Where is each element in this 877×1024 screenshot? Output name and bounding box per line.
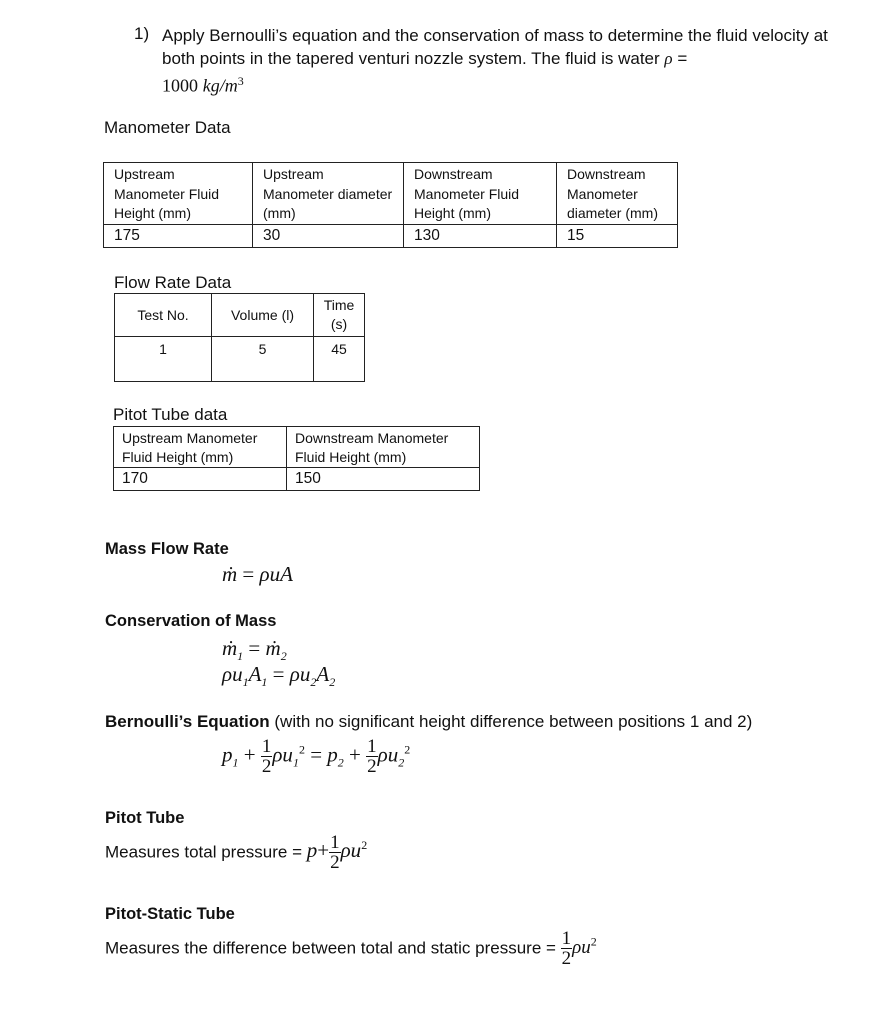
table-header-cell: Downstream Manometer Fluid Height (mm) [287, 427, 480, 468]
pitot-static-equation: $\frac{1}{2}$ $\rho u^2$ [561, 928, 597, 969]
pitot-tube-heading: Pitot Tube [105, 809, 185, 827]
rho-value: 1000 [162, 75, 198, 96]
table-cell: 1 [115, 337, 212, 382]
pitot-tube-equation: p+ $\frac{1}{2}$ $\rho u^2$ [306, 832, 368, 873]
pitot-title: Pitot Tube data [113, 405, 228, 424]
table-row [114, 468, 480, 491]
table-header-cell: Downstream Manometer diameter (mm) [557, 163, 678, 225]
rho-equals: = [677, 49, 688, 68]
flow-rate-title: Flow Rate Data [114, 273, 232, 292]
table-header-cell: Upstream Manometer Fluid Height (mm) [104, 163, 253, 225]
pitot-static-heading: Pitot-Static Tube [105, 905, 235, 923]
fraction-half: $\frac{1}{2}$ [561, 928, 572, 969]
fraction-half: $\frac{1}{2}$ [261, 736, 272, 777]
table-cell: 175 [104, 224, 253, 247]
table-cell: 15 [557, 224, 678, 247]
question-body: Apply Bernoulli’s equation and the conservation of mass to determine the fluid velocity at both points in the tapered venturi nozzle system. The fluid is water [162, 26, 828, 68]
question-number: 1) [134, 24, 150, 43]
table-header-cell: Upstream Manometer diameter (mm) [253, 163, 404, 225]
table-row [115, 337, 365, 382]
conservation-heading: Conservation of Mass [105, 612, 277, 630]
pitot-static-line [105, 929, 597, 968]
conservation-equation-1: $ṁ_1$ = $ṁ_2$ [222, 636, 287, 664]
table-cell: 170 [114, 468, 287, 491]
bernoulli-equation: $p_1$ + $\frac{1}{2}$ $\rho u_1^2 = p_2$ + $\frac{1}{2}$ $\rho u_2^2$ [222, 736, 411, 777]
table-header-cell: Time (s) [314, 294, 365, 337]
table-header-row [115, 294, 365, 337]
rho-symbol: ρ [664, 49, 673, 68]
table-cell: 5 [212, 337, 314, 382]
table-header-row [104, 163, 678, 225]
bernoulli-note: (with no significant height difference between positions 1 and 2) [274, 712, 753, 731]
manometer-table [103, 162, 678, 248]
bernoulli-heading: Bernoulli’s Equation [105, 712, 270, 731]
pitot-table [113, 426, 480, 491]
mass-flow-equation: ṁ = ρuA [222, 562, 293, 586]
table-header-cell: Downstream Manometer Fluid Height (mm) [404, 163, 557, 225]
pitot-tube-line [105, 833, 367, 872]
flow-rate-table [114, 293, 365, 382]
fraction-half: $\frac{1}{2}$ [330, 832, 340, 873]
table-row [104, 224, 678, 247]
table-cell: 30 [253, 224, 404, 247]
rho-unit-exp: 3 [237, 74, 244, 88]
pitot-tube-text: Measures total pressure = [105, 842, 303, 862]
table-header-cell: Volume (l) [212, 294, 314, 337]
mass-flow-heading: Mass Flow Rate [105, 540, 229, 558]
fraction-half: $\frac{1}{2}$ [367, 736, 377, 777]
question-text [162, 24, 842, 98]
table-cell: 45 [314, 337, 365, 382]
pitot-static-text: Measures the difference between total and static pressure = [105, 938, 556, 958]
table-header-row [114, 427, 480, 468]
conservation-equation-2: $\rho u_1A_1 = \rho u_2A_2$ [222, 662, 336, 690]
table-header-cell: Test No. [115, 294, 212, 337]
table-header-cell: Upstream Manometer Fluid Height (mm) [114, 427, 287, 468]
manometer-title: Manometer Data [104, 118, 231, 137]
bernoulli-line [105, 712, 752, 732]
rho-unit: kg/m [202, 75, 238, 96]
table-cell: 130 [404, 224, 557, 247]
table-cell: 150 [287, 468, 480, 491]
